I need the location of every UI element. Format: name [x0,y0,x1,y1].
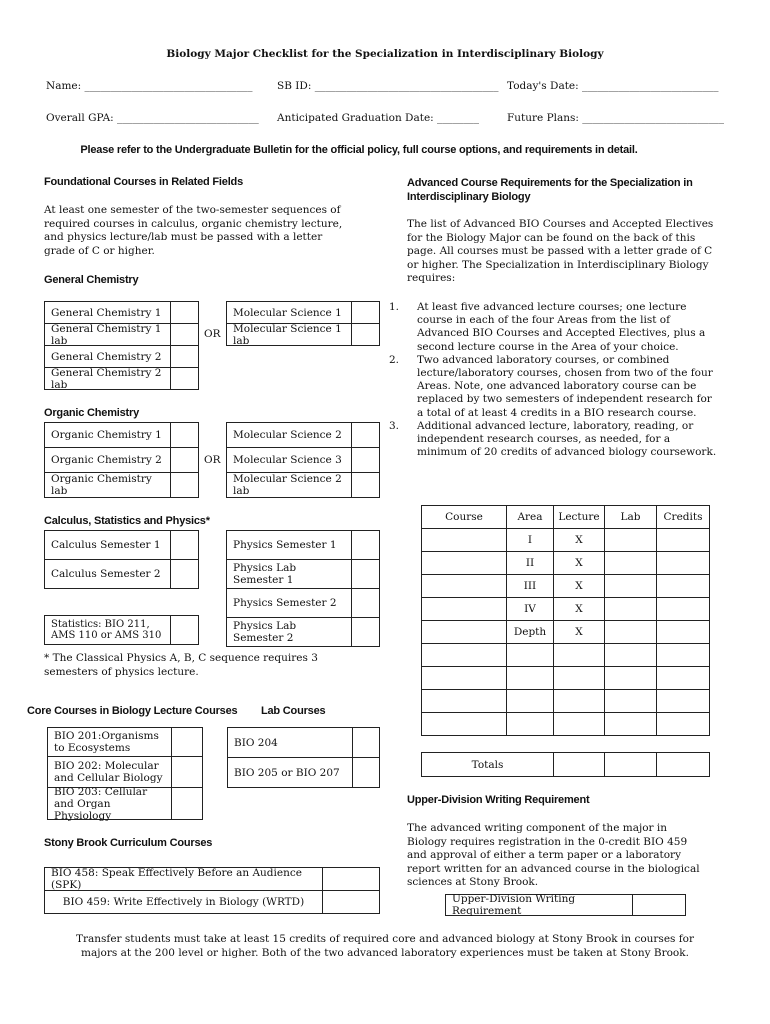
or-label-gen-chem: OR [204,328,221,340]
totals-table [421,752,710,777]
totals-lecture-cell[interactable] [554,753,605,777]
bio-459-label: BIO 459: Write Effectively in Biology (WRTD) [62,896,305,908]
credits-cell[interactable] [657,575,710,598]
bulletin-notice: Please refer to the Undergraduate Bulletin for the official policy, full course options, and requirements in detail. [80,144,638,156]
credits-cell[interactable] [657,667,710,690]
lecture-cell[interactable] [554,713,605,736]
name-field[interactable]: Name: ________________________________ [46,80,253,92]
area-cell: Depth [507,621,554,644]
gen-chem-2-label: General Chemistry 2 [51,350,162,363]
writing-requirement-checkbox[interactable] [632,894,686,916]
credits-cell[interactable] [657,552,710,575]
course-cell[interactable] [422,598,507,621]
org-chem-2-cell [44,447,171,473]
calc-2-cell [44,559,171,589]
org-chem-2-label: Organic Chemistry 2 [51,454,162,466]
calc-1-checkbox[interactable] [170,530,199,560]
mol-sci-2-cell [226,422,352,448]
area-cell: IV [507,598,554,621]
calc-2-checkbox[interactable] [170,559,199,589]
course-cell[interactable] [422,575,507,598]
org-chem-2-checkbox[interactable] [170,447,199,473]
table-row [422,644,710,667]
physics-lab-2-cell [226,617,352,647]
mol-sci-1-lab-checkbox[interactable] [351,323,380,346]
org-chem-1-checkbox[interactable] [170,422,199,448]
credits-cell[interactable] [657,621,710,644]
lecture-cell[interactable] [554,644,605,667]
lab-cell[interactable] [605,621,657,644]
credits-cell[interactable] [657,598,710,621]
bio-202-checkbox[interactable] [171,756,203,788]
physics-footnote: * The Classical Physics A, B, C sequence requires 3 semesters of physics lecture. [44,652,318,678]
requirement-2 [389,353,717,420]
mol-sci-2-lab-cell [226,472,352,498]
mol-sci-1-label: Molecular Science 1 [233,306,342,319]
header-credits: Credits [657,506,710,529]
table-row [422,621,710,644]
lecture-cell: X [554,529,605,552]
mol-sci-1-checkbox[interactable] [351,301,380,324]
area-cell: I [507,529,554,552]
bio-459-checkbox[interactable] [322,890,380,914]
lab-courses-heading: Lab Courses [261,705,326,717]
core-courses-heading: Core Courses in Biology Lecture Courses [27,705,238,717]
calc-1-cell [44,530,171,560]
foundational-heading: Foundational Courses in Related Fields [44,176,243,188]
physics-1-label: Physics Semester 1 [233,539,337,551]
lab-cell[interactable] [605,529,657,552]
bio-205-label: BIO 205 or BIO 207 [234,766,340,779]
writing-requirement-cell [445,894,633,916]
mol-sci-1-lab-label: Molecular Science 1 lab [233,322,342,347]
physics-lab-1-cell [226,559,352,589]
mol-sci-1-cell [226,301,352,324]
area-cell[interactable] [507,667,554,690]
mol-sci-3-cell [226,447,352,473]
bio-202-label: BIO 202: Molecular and Cellular Biology [54,760,163,784]
area-cell[interactable] [507,690,554,713]
gen-chem-2-lab-cell [44,367,171,390]
writing-requirement-label: Upper-Division Writing Requirement [452,893,576,917]
statistics-label: Statistics: BIO 211, AMS 110 or AMS 310 [51,618,162,641]
mol-sci-3-label: Molecular Science 3 [233,454,342,466]
gen-chem-2-lab-checkbox[interactable] [170,367,199,390]
mol-sci-1-lab-cell [226,323,352,346]
course-cell[interactable] [422,644,507,667]
org-chem-lab-cell [44,472,171,498]
lab-cell[interactable] [605,644,657,667]
requirements-list [389,301,717,459]
physics-lab-2-label: Physics Lab Semester 2 [233,620,297,644]
table-header-row [422,506,710,529]
course-cell[interactable] [422,690,507,713]
physics-1-cell [226,530,352,560]
bio-458-label: BIO 458: Speak Effectively Before an Audience (SPK) [51,867,302,891]
bio-458-checkbox[interactable] [322,867,380,891]
requirement-3-number: 3. [389,419,400,432]
course-cell[interactable] [422,621,507,644]
gpa-field[interactable]: Overall GPA: ___________________________ [46,112,259,124]
requirement-2-number: 2. [389,353,400,366]
requirement-3 [389,419,717,460]
bio-202-cell [47,756,172,788]
bio-201-checkbox[interactable] [171,727,203,757]
lab-cell[interactable] [605,667,657,690]
lab-cell[interactable] [605,713,657,736]
requirement-2-text: Two advanced laboratory courses, or combined lecture/laboratory courses, chosen from two of the four Areas. Note, one advanced laboratory course can be replaced by two semesters of independent research for a total of at least 4 credits in a BIO research course. [417,353,713,419]
credits-cell[interactable] [657,713,710,736]
organic-chemistry-heading: Organic Chemistry [44,407,140,419]
advanced-heading: Advanced Course Requirements for the Specialization in Interdisciplinary Biology [407,177,693,203]
lecture-cell[interactable] [554,667,605,690]
header-lab: Lab [605,506,657,529]
lecture-cell: X [554,621,605,644]
lab-cell[interactable] [605,552,657,575]
physics-lab-1-checkbox[interactable] [351,559,380,589]
org-chem-lab-label: Organic Chemistry lab [51,473,152,497]
lab-cell[interactable] [605,690,657,713]
general-chemistry-heading: General Chemistry [44,274,139,286]
sbc-heading: Stony Brook Curriculum Courses [44,837,213,849]
area-cell[interactable] [507,713,554,736]
requirement-1 [389,301,717,354]
gen-chem-2-checkbox[interactable] [170,345,199,368]
bio-203-checkbox[interactable] [171,787,203,820]
transfer-footer: Transfer students must take at least 15 credits of required core and advanced biology at Stony Brook in courses for majors at the 200 level or higher. Both of the two advanced laboratory experiences must be taken at Stony Brook. [76,933,694,959]
credits-cell[interactable] [657,644,710,667]
lecture-cell: X [554,575,605,598]
calc-1-label: Calculus Semester 1 [51,539,161,551]
bio-204-checkbox[interactable] [352,727,380,758]
table-row [422,713,710,736]
physics-lab-2-checkbox[interactable] [351,617,380,647]
credits-cell[interactable] [657,690,710,713]
physics-lab-1-label: Physics Lab Semester 1 [233,562,297,586]
bio-203-label: BIO 203: Cellular and Organ Physiology [54,785,148,822]
mol-sci-3-checkbox[interactable] [351,447,380,473]
credits-cell[interactable] [657,529,710,552]
area-cell: III [507,575,554,598]
bio-205-checkbox[interactable] [352,757,380,788]
org-chem-lab-checkbox[interactable] [170,472,199,498]
mol-sci-2-lab-checkbox[interactable] [351,472,380,498]
bio-203-cell [47,787,172,820]
table-row [422,690,710,713]
physics-2-cell [226,588,352,618]
physics-1-checkbox[interactable] [351,530,380,560]
table-row [422,575,710,598]
calc-2-label: Calculus Semester 2 [51,568,161,580]
lab-cell[interactable] [605,598,657,621]
gen-chem-1-lab-label: General Chemistry 1 lab [51,322,162,347]
physics-2-checkbox[interactable] [351,588,380,618]
gen-chem-1-label: General Chemistry 1 [51,306,162,319]
lecture-cell: X [554,552,605,575]
gen-chem-2-lab-label: General Chemistry 2 lab [51,366,162,391]
course-cell[interactable] [422,552,507,575]
bio-205-cell [227,757,353,788]
header-lecture: Lecture [554,506,605,529]
mol-sci-2-lab-label: Molecular Science 2 lab [233,473,342,497]
course-cell[interactable] [422,667,507,690]
mol-sci-2-label: Molecular Science 2 [233,429,342,441]
lecture-cell: X [554,598,605,621]
gen-chem-1-lab-checkbox[interactable] [170,323,199,346]
bio-459-cell [44,890,323,914]
course-cell[interactable] [422,529,507,552]
totals-credits-cell[interactable] [657,753,710,777]
totals-label: Totals [422,753,554,777]
requirement-3-text: Additional advanced lecture, laboratory, reading, or independent research courses, as needed, for a minimum of 20 credits of advanced biology coursework. [417,419,717,459]
org-chem-1-label: Organic Chemistry 1 [51,429,162,441]
requirement-1-text: At least five advanced lecture courses; one lecture course in each of the four Areas from the list of Advanced BIO Courses and Accepted Electives, plus a second lecture course in the Area of your choice. [417,301,706,353]
table-row [422,552,710,575]
physics-2-label: Physics Semester 2 [233,597,337,609]
calculus-heading: Calculus, Statistics and Physics* [44,515,210,527]
bio-201-label: BIO 201:Organisms to Ecosystems [54,730,159,754]
gen-chem-2-cell [44,345,171,368]
future-plans-field[interactable]: Future Plans: ___________________________ [507,112,725,124]
bio-201-cell [47,727,172,757]
bio-458-cell [44,867,323,891]
writing-text: The advanced writing component of the major in Biology requires registration in the 0-credit BIO 459 and approval of either a term paper or a laboratory report written for an advanced course in the biological sciences at Stony Brook. [407,822,700,888]
gen-chem-1-cell [44,301,171,324]
or-label-org-chem: OR [204,454,221,466]
bio-204-cell [227,727,353,758]
area-cell[interactable] [507,644,554,667]
org-chem-1-cell [44,422,171,448]
lecture-cell[interactable] [554,690,605,713]
statistics-cell [44,615,171,645]
table-row [422,529,710,552]
table-row [422,598,710,621]
header-area: Area [507,506,554,529]
table-row [422,667,710,690]
sbid-field[interactable]: SB ID: ___________________________________ [277,80,499,92]
gen-chem-1-lab-cell [44,323,171,346]
bio-204-label: BIO 204 [234,736,278,749]
writing-heading: Upper-Division Writing Requirement [407,794,590,806]
header-course: Course [422,506,507,529]
mol-sci-2-checkbox[interactable] [351,422,380,448]
area-cell: II [507,552,554,575]
advanced-course-table [421,505,710,736]
totals-lab-cell[interactable] [605,753,657,777]
graduation-date-field[interactable]: Anticipated Graduation Date: ________ [277,112,480,124]
gen-chem-1-checkbox[interactable] [170,301,199,324]
statistics-checkbox[interactable] [170,615,199,645]
lab-cell[interactable] [605,575,657,598]
requirement-1-number: 1. [389,301,400,313]
course-cell[interactable] [422,713,507,736]
foundational-text: At least one semester of the two-semester sequences of required courses in calculus, organic chemistry lecture, and physics lecture/lab must be passed with a letter grade of C or higher. [44,204,343,257]
todays-date-field[interactable]: Today's Date: __________________________ [507,80,719,92]
totals-row [422,753,710,777]
page-title: Biology Major Checklist for the Specialization in Interdisciplinary Biology [166,48,604,60]
advanced-text: The list of Advanced BIO Courses and Accepted Electives for the Biology Major can be found on the back of this page. All courses must be passed with a letter grade of C or higher. The Specialization in Interdisciplinary Biology requires: [407,218,714,284]
